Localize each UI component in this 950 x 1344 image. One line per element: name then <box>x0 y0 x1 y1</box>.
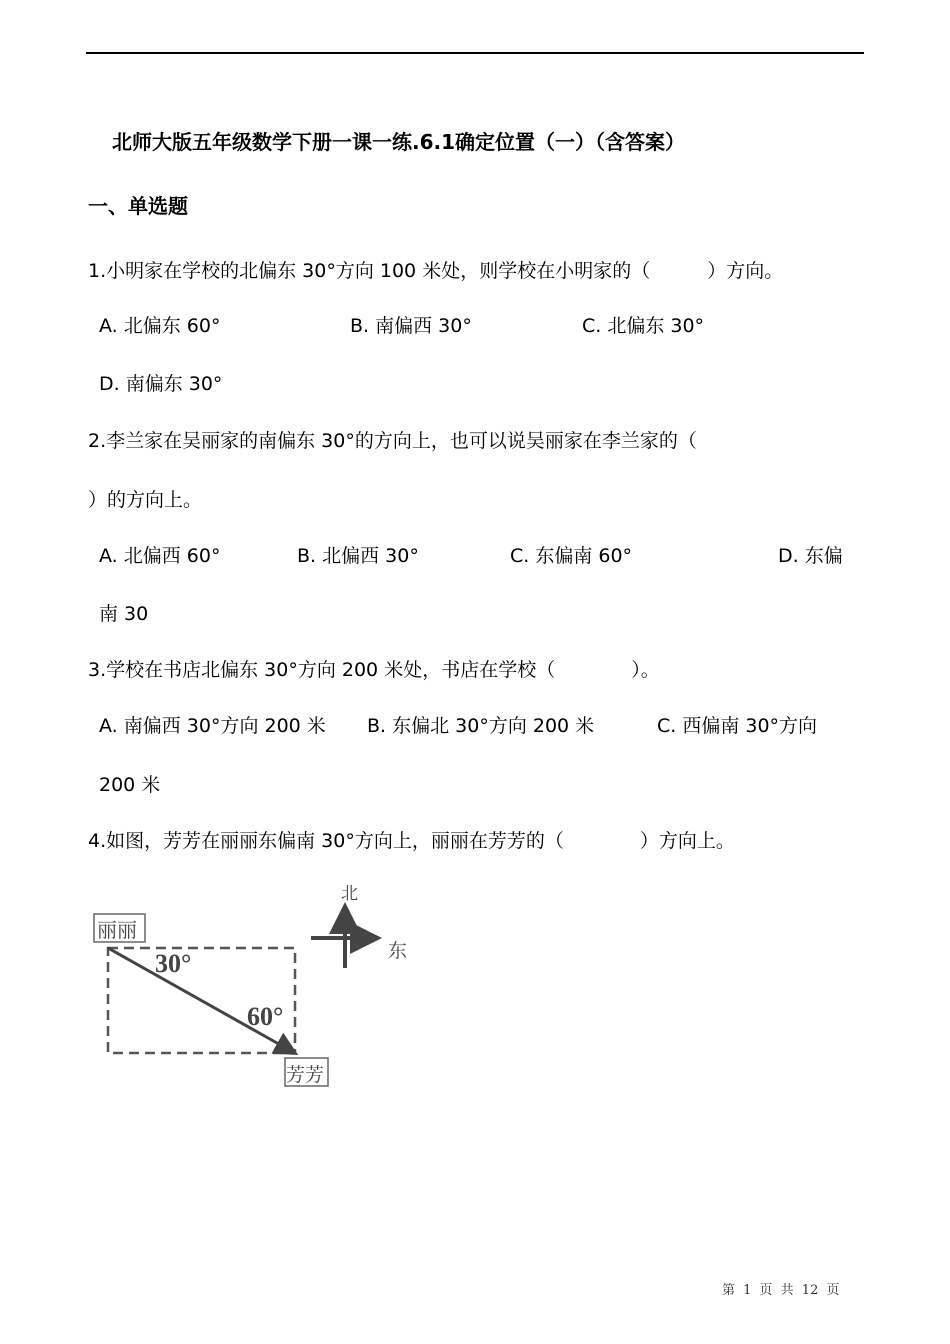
option-d: D. 南偏东 30° <box>99 373 223 395</box>
question-2: 2.李兰家在吴丽家的南偏东 30°的方向上，也可以说吴丽家在李兰家的（ <box>88 430 697 452</box>
option-c: C. 西偏南 30°方向 <box>657 715 818 737</box>
option-a: A. 北偏东 60° <box>99 315 221 337</box>
angle-60-label: 60° <box>247 1002 284 1031</box>
option-c-cont: 200 米 <box>99 774 161 796</box>
direction-line <box>108 948 293 1052</box>
option-c: C. 北偏东 30° <box>582 315 705 337</box>
option-d-cont: 南 30 <box>99 603 149 625</box>
east-label: 东 <box>388 940 408 962</box>
option-d: D. 东偏 <box>778 545 843 567</box>
document-title: 北师大版五年级数学下册一课一练.6.1确定位置（一）（含答案） <box>112 130 686 154</box>
question-4: 4.如图，芳芳在丽丽东偏南 30°方向上，丽丽在芳芳的（ ）方向上。 <box>88 830 735 852</box>
fangfang-label: 芳芳 <box>286 1064 325 1086</box>
option-b: B. 东偏北 30°方向 200 米 <box>367 715 595 737</box>
section-heading: 一、单选题 <box>88 194 188 218</box>
option-a: A. 北偏西 60° <box>99 545 221 567</box>
page-footer: 第 1 页 共 12 页 <box>722 1283 840 1298</box>
question-2-cont: ）的方向上。 <box>88 489 203 511</box>
angle-30-label: 30° <box>155 949 192 978</box>
option-c: C. 东偏南 60° <box>510 545 633 567</box>
option-a: A. 南偏西 30°方向 200 米 <box>99 715 326 737</box>
lili-label: 丽丽 <box>97 918 137 942</box>
north-label: 北 <box>341 884 358 904</box>
option-b: B. 北偏西 30° <box>297 545 419 567</box>
question-1: 1.小明家在学校的北偏东 30°方向 100 米处，则学校在小明家的（ ）方向。 <box>88 260 784 282</box>
option-b: B. 南偏西 30° <box>350 315 472 337</box>
question-3: 3.学校在书店北偏东 30°方向 200 米处，书店在学校（ ）。 <box>88 659 660 681</box>
